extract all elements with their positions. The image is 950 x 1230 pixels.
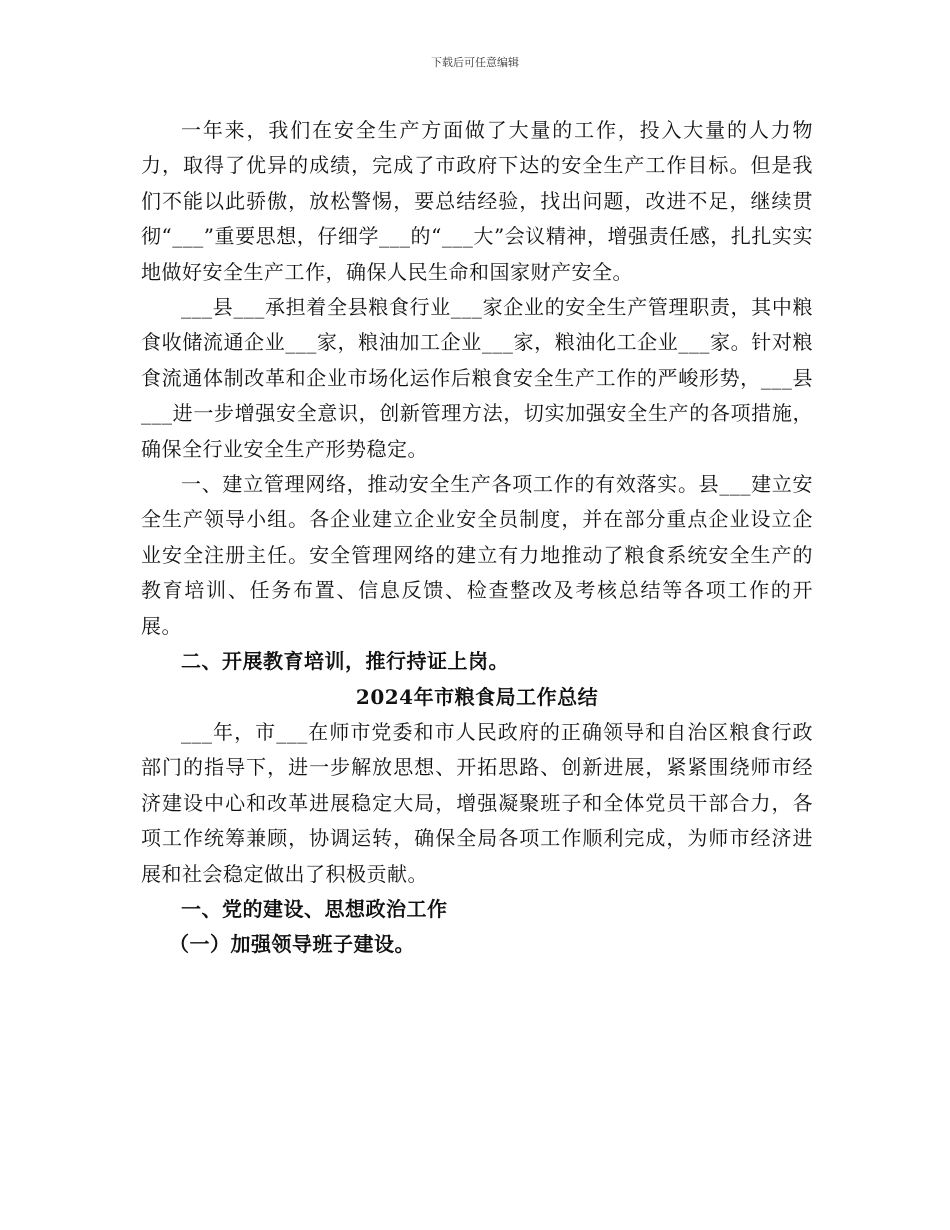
paragraph-management-network: 一、建立管理网络，推动安全生产各项工作的有效落实。县___建立安全生产领导小组。各企业建立企业安全员制度，并在部分重点企业设立企业安全注册主任。安全管理网络的建立有力地推动了粮食系统安全生产的教育培训、任务布置、信息反馈、检查整改及考核总结等各项工作的开展。 [141, 472, 813, 638]
page-header: 下载后可任意编辑 [431, 56, 519, 69]
section-heading-party-building: 一、党的建设、思想政治工作 [181, 896, 448, 921]
section-heading-training: 二、开展教育培训，推行持证上岗。 [181, 649, 509, 674]
paragraph-annual-intro: ___年，市___在师市党委和市人民政府的正确领导和自治区粮食行政部门的指导下，进一步解放思想、开拓思路、创新进展，紧紧围绕师市经济建设中心和改革进展稳定大局，增强凝聚班子和全体党员干部合力，各项工作统筹兼顾，协调运转，确保全局各项工作顺利完成，为师市经济进展和社会稳定做出了积极贡献。 [141, 719, 813, 886]
paragraph-summary: 一年来，我们在安全生产方面做了大量的工作，投入大量的人力物力，取得了优异的成绩，完成了市政府下达的安全生产工作目标。但是我们不能以此骄傲，放松警惕，要总结经验，找出问题，改进不足，继续贯彻“___”重要思想，仔细学___的“___大”会议精神，增强责任感，扎扎实实地做好安全生产工作，确保人民生命和国家财产安全。 [141, 118, 813, 284]
document-title: 2024年市粮食局工作总结 [355, 684, 599, 709]
document-body [141, 113, 813, 963]
subsection-heading-leadership: （一）加强领导班子建设。 [169, 932, 415, 957]
paragraph-county-overview: ___县___承担着全县粮食行业___家企业的安全生产管理职责，其中粮食收储流通企业___家，粮油加工企业___家，粮油化工企业___家。针对粮食流通体制改革和企业市场化运作后粮食安全生产工作的严峻形势，___县___进一步增强安全意识，创新管理方法，切实加强安全生产的各项措施，确保全行业安全生产形势稳定。 [141, 295, 813, 461]
